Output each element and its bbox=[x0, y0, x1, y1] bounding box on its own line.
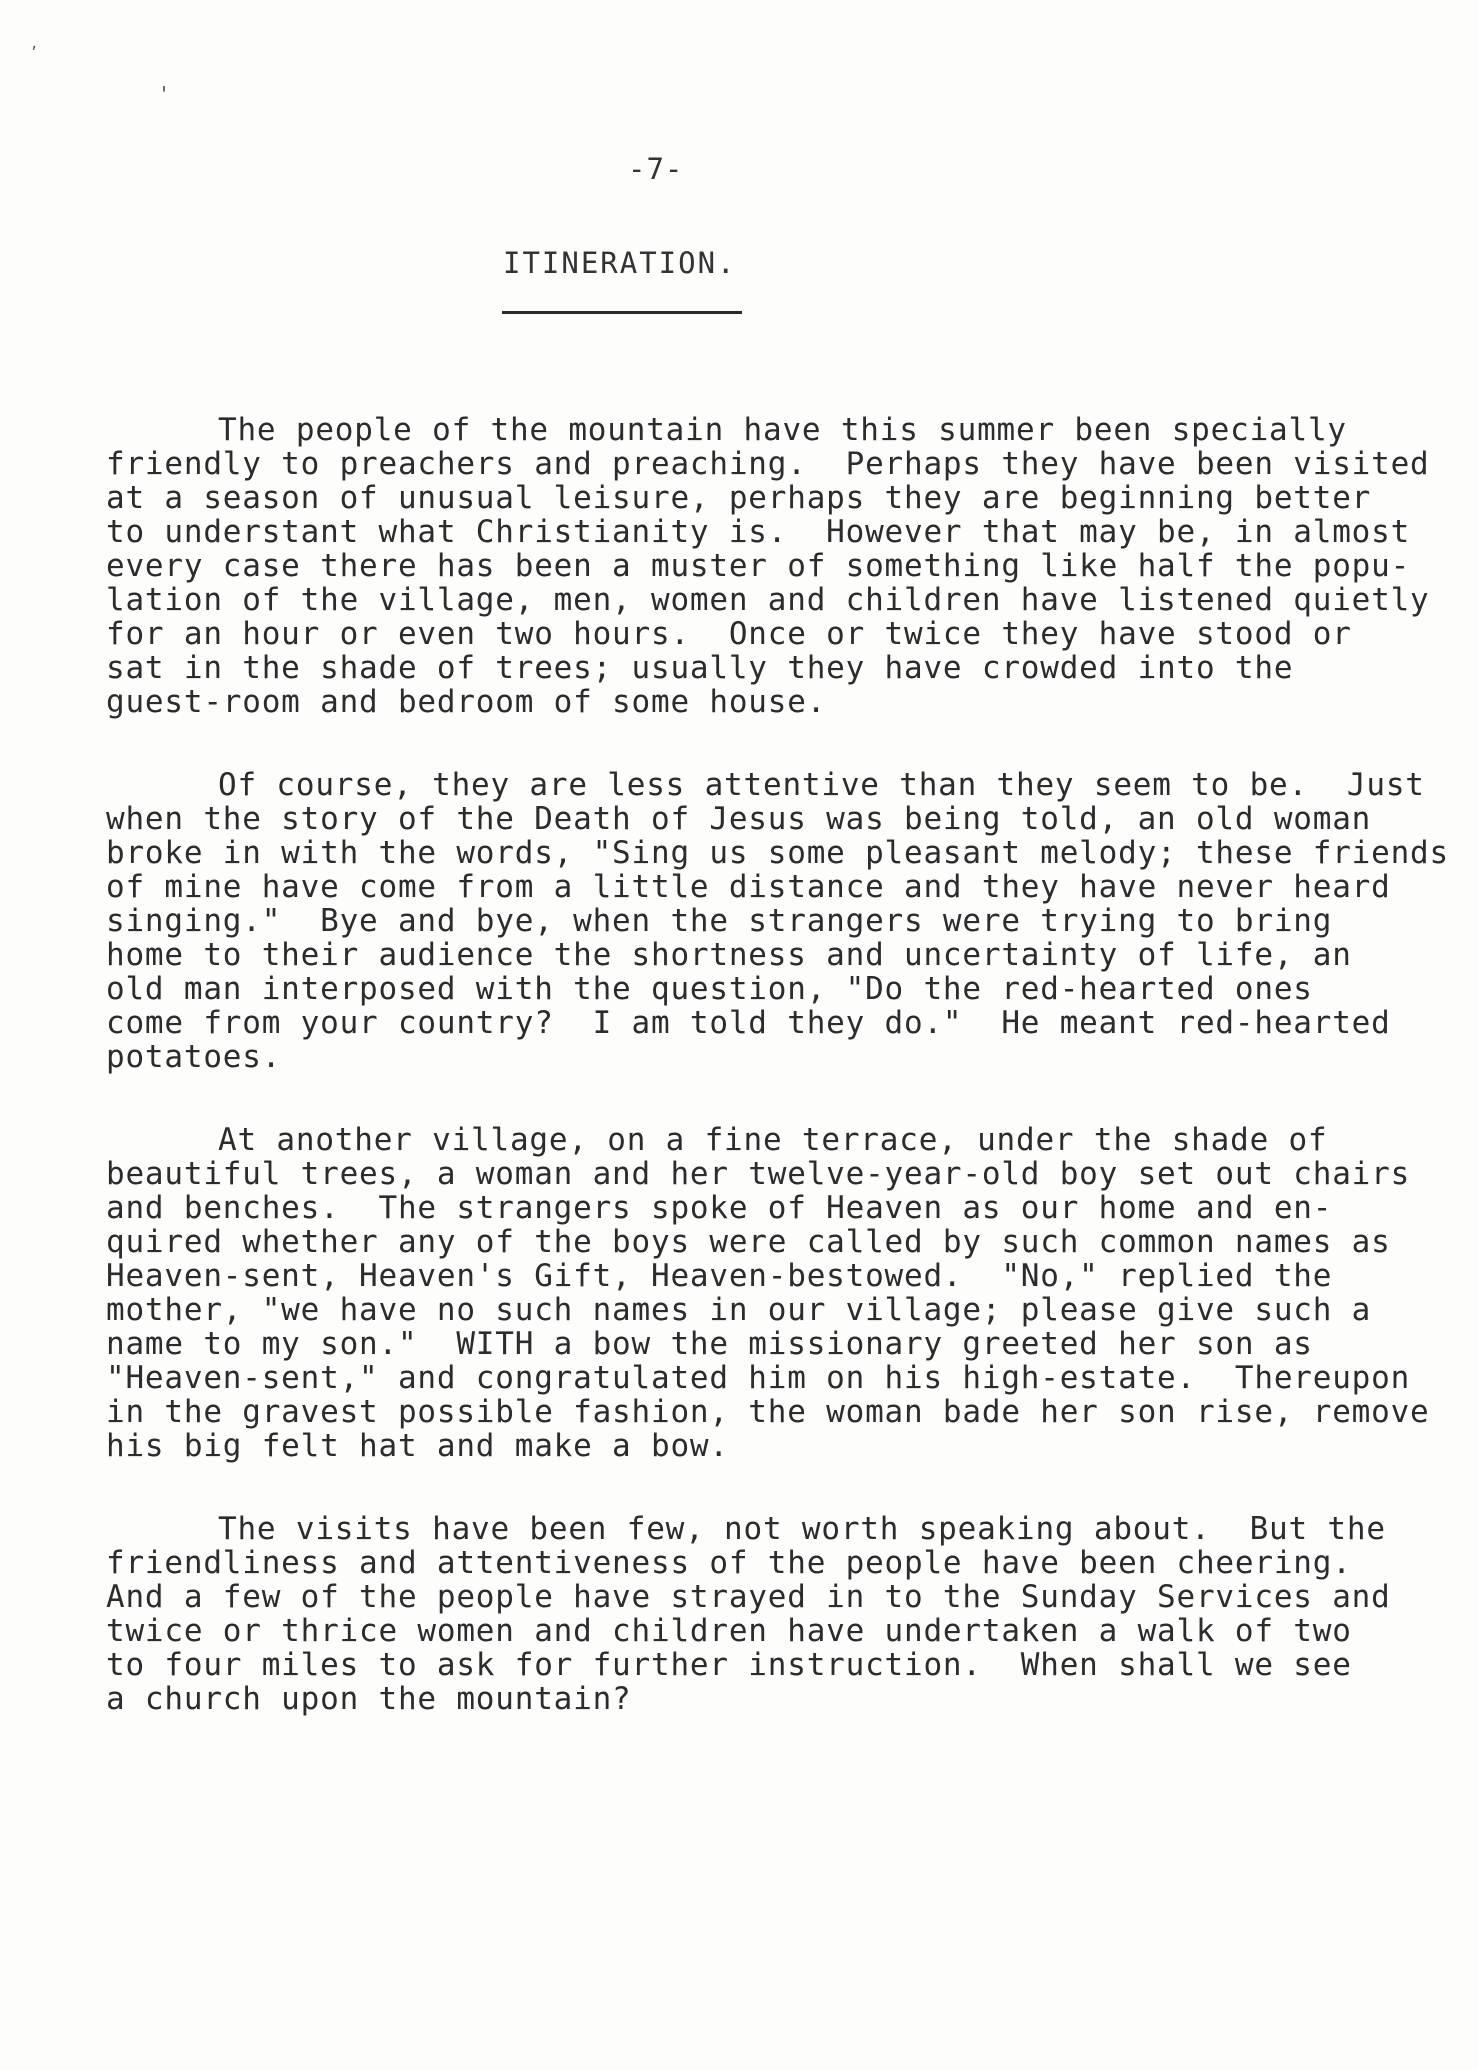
body-text bbox=[106, 413, 1466, 1765]
text-line: mother, "we have no such names in our village; please give such a bbox=[106, 1292, 1372, 1328]
text-line: The people of the mountain have this summer been specially bbox=[218, 412, 1347, 448]
text-line: of mine have come from a little distance and they have never heard bbox=[106, 869, 1391, 905]
margin-mark: ' bbox=[158, 82, 171, 106]
text-line: come from your country? I am told they do." He meant red-hearted bbox=[106, 1005, 1391, 1041]
text-line: friendliness and attentiveness of the people have been cheering. bbox=[106, 1545, 1352, 1581]
text-line: his big felt hat and make a bow. bbox=[106, 1428, 729, 1464]
paragraph bbox=[106, 413, 1466, 719]
text-line: quired whether any of the boys were called by such common names as bbox=[106, 1224, 1391, 1260]
text-line: when the story of the Death of Jesus was being told, an old woman bbox=[106, 801, 1372, 837]
text-line: broke in with the words, "Sing us some pleasant melody; these friends bbox=[106, 835, 1449, 871]
text-line: at a season of unusual leisure, perhaps they are beginning better bbox=[106, 480, 1372, 516]
text-line: singing." Bye and bye, when the strangers were trying to bring bbox=[106, 903, 1333, 939]
text-line: sat in the shade of trees; usually they have crowded into the bbox=[106, 650, 1294, 686]
paragraph bbox=[106, 1512, 1466, 1716]
page-title: ITINERATION. bbox=[503, 246, 737, 280]
text-line: "Heaven-sent," and congratulated him on his high-estate. Thereupon bbox=[106, 1360, 1411, 1396]
text-line: name to my son." WITH a bow the missionary greeted her son as bbox=[106, 1326, 1313, 1362]
page-number: -7- bbox=[628, 152, 684, 186]
title-underline bbox=[502, 311, 742, 314]
text-line: guest-room and bedroom of some house. bbox=[106, 684, 827, 720]
text-line: The visits have been few, not worth speaking about. But the bbox=[218, 1511, 1386, 1547]
text-line: in the gravest possible fashion, the woman bade her son rise, remove bbox=[106, 1394, 1430, 1430]
text-line: At another village, on a fine terrace, under the shade of bbox=[218, 1122, 1328, 1158]
margin-mark: , bbox=[30, 36, 39, 52]
text-line: friendly to preachers and preaching. Perhaps they have been visited bbox=[106, 446, 1430, 482]
text-line: Heaven-sent, Heaven's Gift, Heaven-bestowed. "No," replied the bbox=[106, 1258, 1333, 1294]
text-line: a church upon the mountain? bbox=[106, 1681, 632, 1717]
text-line: every case there has been a muster of something like half the popu- bbox=[106, 548, 1411, 584]
paragraph bbox=[106, 1123, 1466, 1463]
text-line: beautiful trees, a woman and her twelve-year-old boy set out chairs bbox=[106, 1156, 1411, 1192]
text-line: twice or thrice women and children have undertaken a walk of two bbox=[106, 1613, 1352, 1649]
text-line: lation of the village, men, women and children have listened quietly bbox=[106, 582, 1430, 618]
text-line: And a few of the people have strayed in to the Sunday Services and bbox=[106, 1579, 1391, 1615]
text-line: home to their audience the shortness and uncertainty of life, an bbox=[106, 937, 1352, 973]
text-line: potatoes. bbox=[106, 1039, 282, 1075]
text-line: for an hour or even two hours. Once or twice they have stood or bbox=[106, 616, 1352, 652]
text-line: to understant what Christianity is. However that may be, in almost bbox=[106, 514, 1411, 550]
paragraph bbox=[106, 768, 1466, 1074]
text-line: to four miles to ask for further instruction. When shall we see bbox=[106, 1647, 1352, 1683]
text-line: old man interposed with the question, "Do the red-hearted ones bbox=[106, 971, 1313, 1007]
text-line: and benches. The strangers spoke of Heaven as our home and en- bbox=[106, 1190, 1333, 1226]
text-line: Of course, they are less attentive than they seem to be. Just bbox=[218, 767, 1425, 803]
